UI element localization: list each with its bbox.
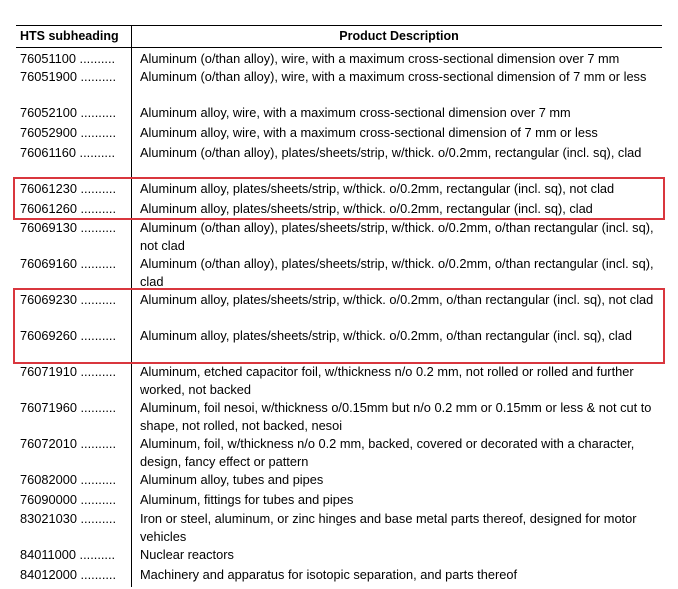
hts-code: 76071910 .......... [20, 364, 117, 379]
product-description: Aluminum alloy, plates/sheets/strip, w/thick. o/0.2mm, rectangular (incl. sq), clad [140, 201, 593, 216]
hts-code: 76071960 .......... [20, 400, 117, 415]
hts-code: 76052100 .......... [20, 105, 117, 120]
product-description: Iron or steel, aluminum, or zinc hinges and base metal parts thereof, designed for motor vehicles [140, 511, 637, 544]
hts-code: 76069130 .......... [20, 220, 117, 235]
product-description: Aluminum (o/than alloy), plates/sheets/strip, w/thick. o/0.2mm, o/than rectangular (incl. sq), clad [140, 256, 654, 289]
hts-code: 76090000 .......... [20, 492, 117, 507]
hts-code: 76051100 .......... [20, 51, 116, 66]
hts-code: 76052900 .......... [20, 125, 117, 140]
table-header [16, 25, 662, 48]
product-description: Nuclear reactors [140, 547, 234, 562]
product-description: Aluminum alloy, plates/sheets/strip, w/thick. o/0.2mm, rectangular (incl. sq), not clad [140, 181, 615, 196]
product-description: Aluminum (o/than alloy), plates/sheets/strip, w/thick. o/0.2mm, rectangular (incl. sq), clad [140, 145, 642, 160]
hts-code: 84011000 .......... [20, 547, 116, 562]
hts-code: 76082000 .......... [20, 472, 117, 487]
hts-code: 76069160 .......... [20, 256, 117, 271]
product-description: Aluminum alloy, plates/sheets/strip, w/thick. o/0.2mm, o/than rectangular (incl. sq), clad [140, 328, 632, 343]
product-description: Aluminum alloy, plates/sheets/strip, w/thick. o/0.2mm, o/than rectangular (incl. sq), not clad [140, 292, 654, 307]
product-description: Aluminum, foil nesoi, w/thickness o/0.15mm but n/o 0.2 mm or 0.15mm or less & not cut to shape, not rolled, not backed, nesoi [140, 400, 652, 433]
hts-code: 83021030 .......... [20, 511, 117, 526]
product-description: Aluminum alloy, wire, with a maximum cross-sectional dimension of 7 mm or less [140, 125, 598, 140]
product-description: Aluminum, fittings for tubes and pipes [140, 492, 354, 507]
hts-code: 76061260 .......... [20, 201, 117, 216]
hts-code: 76061230 .......... [20, 181, 117, 196]
product-description: Aluminum, foil, w/thickness n/o 0.2 mm, backed, covered or decorated with a character, design, fancy effect or pattern [140, 436, 635, 469]
hts-subheading-header: HTS subheading [20, 29, 119, 43]
product-description: Aluminum (o/than alloy), wire, with a maximum cross-sectional dimension of 7 mm or less [140, 69, 647, 84]
product-description: Aluminum alloy, wire, with a maximum cross-sectional dimension over 7 mm [140, 105, 571, 120]
product-description: Aluminum alloy, tubes and pipes [140, 472, 324, 487]
product-description: Machinery and apparatus for isotopic separation, and parts thereof [140, 567, 518, 582]
product-description: Aluminum, etched capacitor foil, w/thickness n/o 0.2 mm, not rolled or rolled and further worked, not backed [140, 364, 634, 397]
hts-code: 76061160 .......... [20, 145, 116, 160]
product-description: Aluminum (o/than alloy), plates/sheets/strip, w/thick. o/0.2mm, o/than rectangular (incl. sq), not clad [140, 220, 654, 253]
hts-code: 76069230 .......... [20, 292, 117, 307]
highlight-box [13, 177, 665, 220]
product-description: Aluminum (o/than alloy), wire, with a maximum cross-sectional dimension over 7 mm [140, 51, 620, 66]
hts-code: 76051900 .......... [20, 69, 117, 84]
highlight-box [13, 288, 665, 364]
hts-code: 76072010 .......... [20, 436, 117, 451]
hts-code: 84012000 .......... [20, 567, 117, 582]
hts-code: 76069260 .......... [20, 328, 117, 343]
product-description-header: Product Description [339, 29, 459, 43]
